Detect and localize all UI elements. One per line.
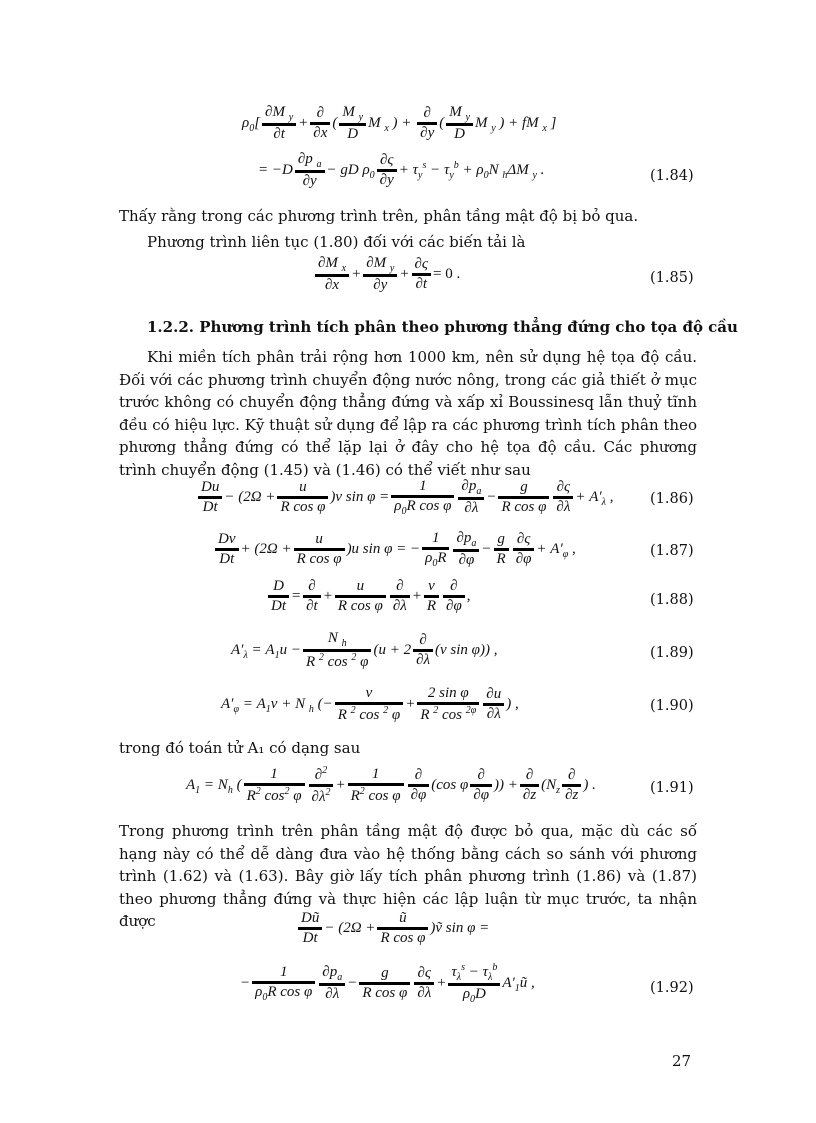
equation-number-1-85: (1.85)	[650, 270, 694, 286]
paragraph-text: Phương trình liên tục (1.80) đối với các biến tải là	[147, 233, 526, 251]
equation-number-1-86: (1.86)	[650, 491, 694, 507]
equation-1-84-line1: $\rho_0$[ $\frac{\partial M _y}{\partial t}$ + ∂ ∂x ( $\frac{M _y}{D}$ M $_x$ ) + ∂ ∂y ( $\frac{M _y}{D}$ M $_y$ ) + fM $_x$ ]	[242, 104, 557, 142]
equation-number-1-91: (1.91)	[650, 780, 694, 796]
paragraph-text: trong đó toán tử A₁ có dạng sau	[119, 739, 361, 757]
equation-1-88: $\frac{D}{Dt}$ = ∂ ∂t + $\frac{u}{\text{R cos φ}}$ ∂ ∂λ + $\frac{v}{R}$ ∂ ∂φ ,	[266, 578, 471, 615]
equation-1-86: $\frac{Du}{Dt}$ − (2Ω + $\frac{u}{\text{R cos φ}}$ )v sin φ = $\frac{1}{\rho_0R \cos \varphi}$ $\frac{\partial p_a}{\partial\lambda}$ − $\frac{g}{\text{R cos φ}}$ $\frac{\partial\varsigma}{\partial\lambda}$ + $A'_\lambda$ ,	[196, 478, 614, 517]
equation-1-84-line2: = −D $\frac{\partial p _a}{\partial y}$ − gD $\rho_0$ $\frac{\partial\varsigma}{\partial y}$ + $\tau_y^s - \tau_y^b + \rho_0N$ $_h$ΔM $_y$ .	[258, 151, 545, 189]
paragraph-text: Khi miền tích phân trải rộng hơn 1000 km, nên sử dụng hệ tọa độ cầu. Đối với các phương trình chuyển động nước nông, trong các giả thiết ở mục trước không có chuyển động thẳng đứng và xấp xỉ Boussinesq lẫn thuỷ tĩnh đều có hiệu lực. Kỹ thuật sử dụng để lập ra các phương trình tích phân theo phương thẳng đứng có thể lặp lại ở đây cho hệ tọa độ cầu. Các phương trình chuyển động (1.45) và (1.46) có thể viết như sau	[119, 348, 697, 479]
paragraph-text: Thấy rằng trong các phương trình trên, phân tầng mật độ bị bỏ qua.	[119, 207, 639, 225]
equation-number-1-87: (1.87)	[650, 543, 694, 559]
equation-1-92-line2: − $\frac{1}{\rho_0R \cos \varphi}$ $\frac{\partial p_a}{\partial\lambda}$ − $\frac{g}{\text{R cos φ}}$ $\frac{\partial\varsigma}{\partial\lambda}$ + $\tau_\lambda^s - \tau_\lambda^b$ $\rho_0D$ $A'_1ũ$ ,	[240, 962, 535, 1005]
section-heading: 1.2.2. Phương trình tích phân theo phương thẳng đứng cho tọa độ cầu	[147, 318, 738, 336]
equation-number-1-89: (1.89)	[650, 645, 694, 661]
equation-number-1-84: (1.84)	[650, 168, 694, 184]
paragraph-text: Trong phương trình trên phân tầng mật độ được bỏ qua, mặc dù các số hạng này có thể dễ dàng đưa vào hệ thống bằng cách so sánh với phương trình (1.62) và (1.63). Bây giờ lấy tích phân phương trình (1.86) và (1.87) theo phương thẳng đứng và thực hiện các lập luận từ mục trước, ta nhận được	[119, 822, 697, 930]
equation-number-1-92: (1.92)	[650, 980, 694, 996]
page-number: 27	[672, 1052, 692, 1070]
equation-number-1-88: (1.88)	[650, 592, 694, 608]
equation-1-90: $A'_\varphi = A_1v + N$ $_h$ (− $\frac{v}{R ^2 \cos ^2 \varphi}$ + $\frac{\text{2 sin φ}}{R ^2 \cos ^{2\varphi}}$ $\frac{\partial u}{\partial\lambda}$ ) ,	[221, 685, 519, 723]
equation-1-89: $A'_\lambda = A_1u$ − $\frac{N _h}{R ^2 \cos ^2 \varphi}$ (u + 2 ∂ ∂λ (v sin φ)) ,	[231, 630, 498, 670]
equation-1-91: $A_1 = N_h$ ( $\frac{1}{R^2 \cos^2 \varphi}$ $\frac{\partial^2}{\partial\lambda^2}$ + $\frac{1}{R^2 \cos \varphi}$ ∂ ∂φ (cos φ ∂ ∂φ )) + ∂ ∂z ($N_z$ ∂ ∂z ) .	[186, 765, 596, 805]
equation-number-1-90: (1.90)	[650, 698, 694, 714]
equation-1-87: $\frac{Dv}{Dt}$ + (2Ω + $\frac{u}{\text{R cos φ}}$ )u sin φ = − $\frac{1}{\rho_0R}$ $\frac{\partial p_a}{\partial\varphi}$ − $\frac{g}{R}$ $\frac{\partial\varsigma}{\partial\varphi}$ + $A'_\varphi$ ,	[213, 530, 576, 569]
equation-1-85: $\frac{\partial M _x}{\partial x}$ + $\frac{\partial M _y}{\partial y}$ + $\frac{\partial\varsigma}{\partial t}$ = 0 .	[313, 255, 460, 294]
equation-1-92-line1: $\frac{Dũ}{Dt}$ − (2Ω + $\frac{ũ}{\text{R cos φ}}$ )ṽ sin φ =	[296, 910, 489, 947]
